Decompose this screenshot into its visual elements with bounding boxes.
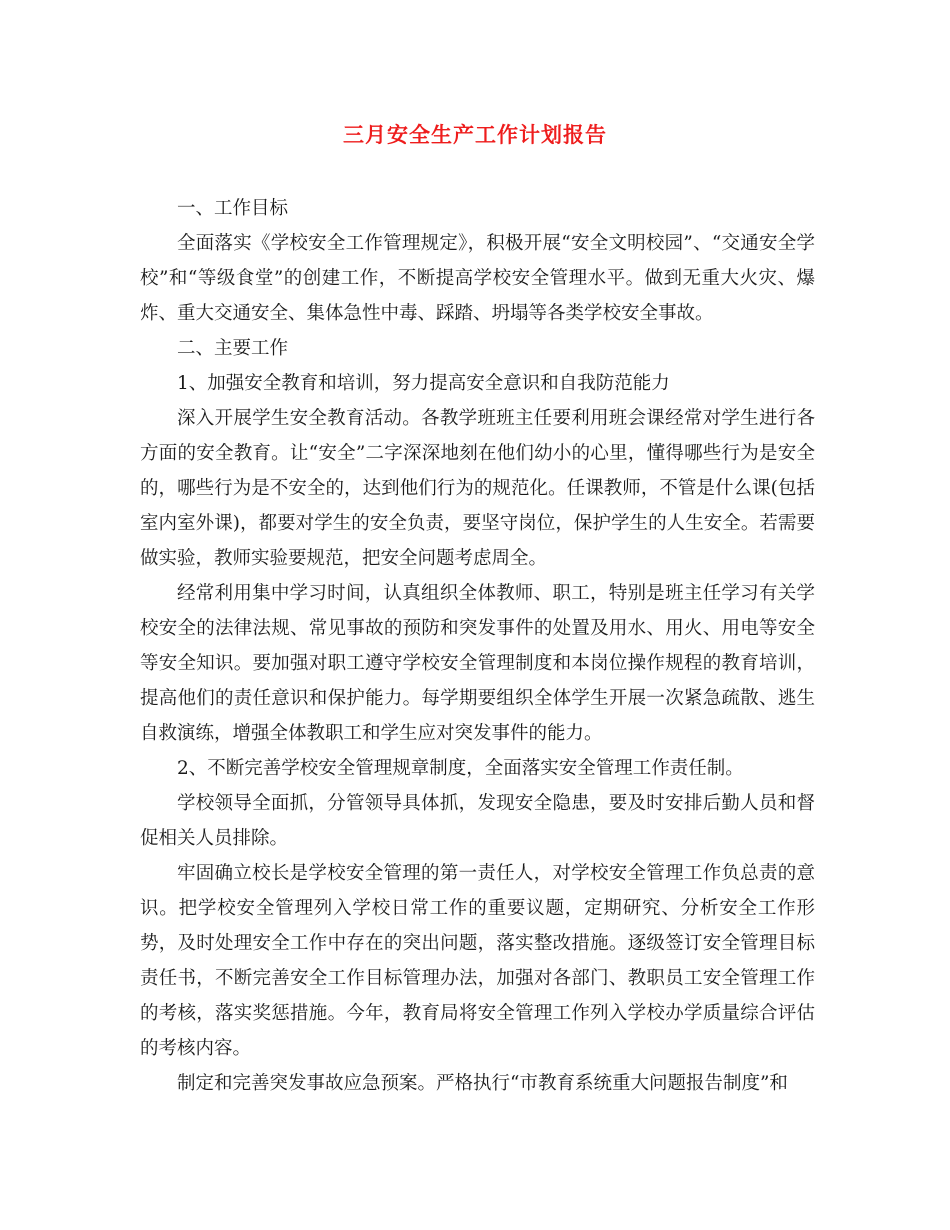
section-heading-goals: 一、工作目标 xyxy=(177,198,289,219)
paragraph: 学校领导全面抓，分管领导具体抓，发现安全隐患，要及时安排后勤人员和督促相关人员排除。 xyxy=(140,793,815,849)
paragraph: 深入开展学生安全教育活动。各教学班班主任要利用班会课经常对学生进行各方面的安全教育。让“安全”二字深深地刻在他们幼小的心里，懂得哪些行为是安全的，哪些行为是不安全的，达到他们行为的规范化。任课教师，不管是什么课(包括室内室外课)，都要对学生的安全负责，要坚守岗位，保护学生的人生安全。若需要做实验，教师实验要规范，把安全问题考虑周全。 xyxy=(140,408,815,569)
paragraph: 经常利用集中学习时间，认真组织全体教师、职工，特别是班主任学习有关学校安全的法律法规、常见事故的预防和突发事件的处置及用水、用火、用电等安全等安全知识。要加强对职工遵守学校安全管理制度和本岗位操作规程的教育培训，提高他们的责任意识和保护能力。每学期要组织全体学生开展一次紧急疏散、逃生自救演练，增强全体教职工和学生应对突发事件的能力。 xyxy=(140,583,815,744)
subheading-management-rules: 2、不断完善学校安全管理规章制度，全面落实安全管理工作责任制。 xyxy=(177,758,744,779)
section-heading-main-work: 二、主要工作 xyxy=(177,338,289,359)
document-title: 三月安全生产工作计划报告 xyxy=(343,123,607,147)
paragraph: 制定和完善突发事故应急预案。严格执行“市教育系统重大问题报告制度”和 xyxy=(177,1073,788,1094)
paragraph: 全面落实《学校安全工作管理规定》，积极开展“安全文明校园”、“交通安全学校”和“等级食堂”的创建工作，不断提高学校安全管理水平。做到无重大火灾、爆炸、重大交通安全、集体急性中毒、踩踏、坍塌等各类学校安全事故。 xyxy=(140,233,815,324)
document-body xyxy=(140,191,815,1101)
paragraph: 牢固确立校长是学校安全管理的第一责任人，对学校安全管理工作负总责的意识。把学校安全管理列入学校日常工作的重要议题，定期研究、分析安全工作形势，及时处理安全工作中存在的突出问题，落实整改措施。逐级签订安全管理目标责任书，不断完善安全工作目标管理办法，加强对各部门、教职员工安全管理工作的考核，落实奖惩措施。今年，教育局将安全管理工作列入学校办学质量综合评估的考核内容。 xyxy=(140,863,815,1059)
subheading-safety-education: 1、加强安全教育和培训，努力提高安全意识和自我防范能力 xyxy=(177,373,670,394)
